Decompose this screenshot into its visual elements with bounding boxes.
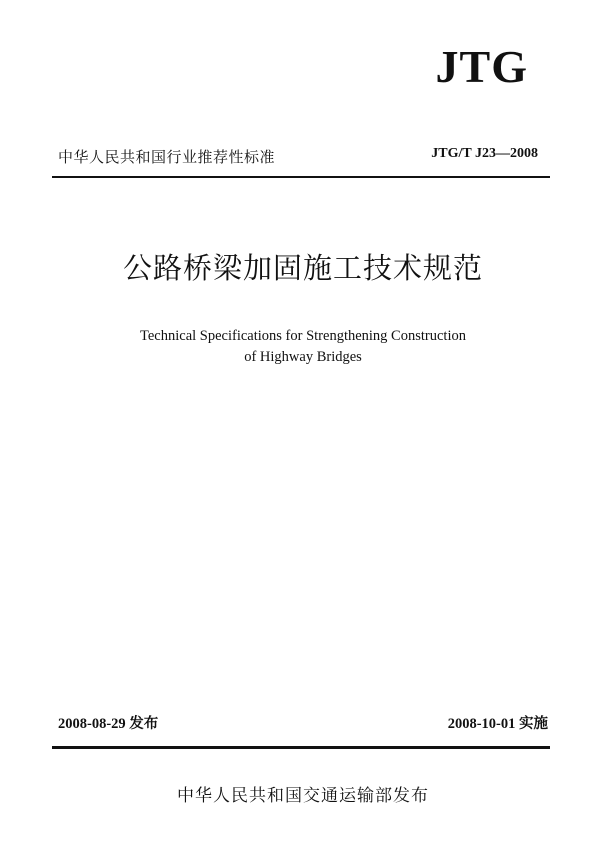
bottom-divider bbox=[52, 746, 550, 749]
document-title-english bbox=[0, 326, 606, 368]
jtg-logo: JTG bbox=[435, 41, 528, 92]
standard-code: JTG/T J23—2008 bbox=[431, 146, 538, 161]
effective-date: 2008-10-01 实施 bbox=[447, 716, 548, 732]
top-divider bbox=[52, 176, 550, 178]
english-title-line-1: Technical Specifications for Strengthening Construction bbox=[140, 328, 466, 344]
document-title-chinese: 公路桥梁加固施工技术规范 bbox=[122, 251, 483, 285]
english-title-line-2: of Highway Bridges bbox=[244, 349, 362, 365]
issuing-authority: 中华人民共和国交通运输部发布 bbox=[177, 786, 429, 806]
publication-date: 2008-08-29 发布 bbox=[58, 716, 159, 732]
standard-category: 中华人民共和国行业推荐性标准 bbox=[58, 148, 276, 166]
